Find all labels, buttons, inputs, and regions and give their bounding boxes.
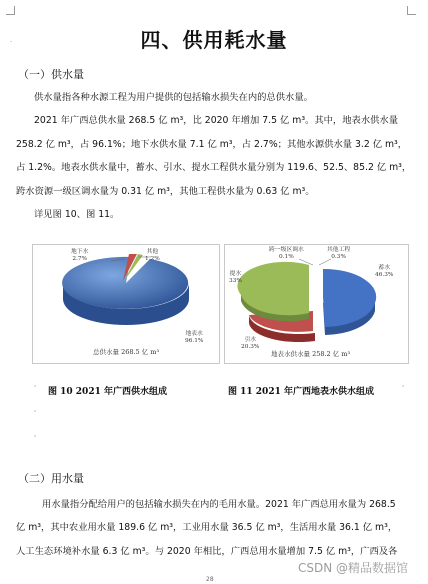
label-surface: 地表水 96.1% (185, 331, 204, 344)
label-other-works: 其他工程 0.3% (327, 247, 351, 260)
page-title: 四、供用耗水量 (140, 28, 288, 52)
use-line: 用水量指分配给用户的包括输水损失在内的毛用水量。2021 年广西总用水量为 268.5 (42, 499, 396, 510)
figure-10-pie (33, 245, 219, 363)
label-store: 蓄水 46.3% (375, 265, 394, 278)
use-line: 亿 m³，其中农业用水量 189.6 亿 m³，工业用水量 36.5 亿 m³，生活用水量 36.1 亿 m³， (16, 522, 398, 534)
section-heading-supply: （一）供水量 (18, 68, 84, 81)
use-paragraph (16, 493, 414, 563)
label-other: 其他 1.2% (145, 249, 160, 262)
empty-paragraph-mark: , (402, 380, 405, 388)
use-line: 人工生态环境补水量 6.3 亿 m³。与 2020 年相比，广西总用水量增加 7.5 亿 m³，广西及各 (16, 545, 398, 557)
supply-line: 2021 年广西总供水量 268.5 亿 m³，比 2020 年增加 7.5 亿 m³。其中，地表水供水量 (34, 115, 399, 127)
empty-paragraph-mark: , (34, 380, 37, 388)
empty-paragraph-mark: , (34, 405, 37, 413)
crop-mark-top-left (6, 6, 15, 15)
pie-slice-surface (62, 257, 188, 309)
label-lift: 提水 33% (229, 271, 242, 284)
supply-paragraph (16, 86, 414, 226)
figure-11-caption: 图 11 2021 年广西地表水供水组成 (228, 387, 374, 397)
label-divert: 引水 20.3% (241, 337, 260, 350)
figure-10-chart (32, 244, 220, 364)
supply-line: 跨水资源一级区调水量为 0.31 亿 m³，其他工程供水量为 0.63 亿 m³。 (16, 185, 315, 197)
label-groundwater: 地下水 2.7% (71, 249, 89, 262)
figure-11-chart (224, 244, 409, 364)
figure-10-caption: 图 10 2021 年广西供水组成 (48, 387, 167, 397)
bullet-mark: · (10, 38, 13, 46)
page-number: 28 (206, 576, 214, 583)
figure-11-total: 地表水供水量 258.2 亿 m³ (271, 350, 351, 358)
crop-mark-top-right (407, 6, 416, 15)
empty-paragraph-mark: , (34, 430, 37, 438)
watermark: CSDN @精品数据馆 (298, 561, 409, 575)
label-interbasin: 跨一级区调水 0.1% (269, 247, 304, 260)
supply-line: 258.2 亿 m³，占 96.1%；地下水供水量 7.1 亿 m³，占 2.7%；其他水源供水量 3.2 亿 m³， (16, 138, 408, 150)
supply-line: 供水量指各种水源工程为用户提供的包括输水损失在内的总供水量。 (34, 92, 313, 103)
figure-10-total: 总供水量 268.5 亿 m³ (93, 348, 160, 356)
section-heading-use: （二）用水量 (18, 472, 84, 485)
supply-line: 详见图 10、图 11。 (34, 209, 120, 221)
supply-line: 占 1.2%。地表水供水量中，蓄水、引水、提水工程供水量分别为 119.6、52.5、85.2 亿 m³， (16, 162, 412, 174)
